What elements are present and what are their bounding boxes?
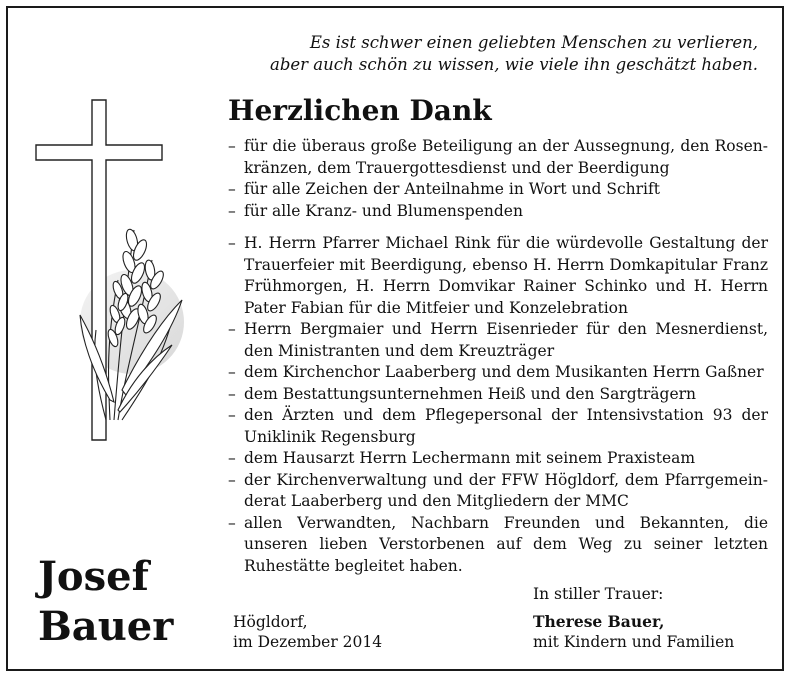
thanks-list [228, 136, 768, 577]
deceased-name [38, 552, 173, 652]
list-item: – der Kirchenverwaltung und der FFW Högldorf, dem Pfarrgemeinderat Laaberberg und den Mitgliedern der MMC [228, 470, 768, 513]
deceased-last-name: Bauer [38, 603, 174, 650]
list-item: – H. Herrn Pfarrer Michael Rink für die würdevolle Gestaltung der Trauerfeier mit Beerdigung, ebenso H. Herrn Domkapitular Franz Frühmorgen, H. Herrn Domvikar Rainer Schinko und H. Herrn Pater Fabian für die Mitfeier und Konzelebration [228, 233, 768, 319]
list-item: – allen Verwandten, Nachbarn Freunden und Bekannten, die unseren lieben Verstorbenen auf dem Weg zu seiner letzten Ruhestätte begleitet haben. [228, 513, 768, 578]
list-item: – dem Bestattungsunternehmen Heiß und den Sargträgern [228, 384, 768, 406]
list-item: – für die überaus große Beteiligung an der Aussegnung, den Rosenkränzen, dem Trauergottesdienst und der Beerdigung [228, 136, 768, 179]
mourners-block [533, 584, 734, 652]
motto-quote [270, 32, 758, 76]
list-spacer [228, 222, 768, 233]
place-date [233, 612, 382, 652]
motto-line-2: aber auch schön zu wissen, wie viele ihn geschätzt haben. [270, 55, 758, 74]
motto-line-1: Es ist schwer einen geliebten Menschen zu verlieren, [309, 33, 758, 52]
mourner-family: mit Kindern und Familien [533, 633, 735, 651]
date-line: im Dezember 2014 [233, 633, 383, 651]
deceased-first-name: Josef [38, 553, 149, 600]
mourner-name: Therese Bauer, [533, 612, 665, 631]
list-item: – Herrn Bergmaier und Herrn Eisenrieder für den Mesnerdienst, den Ministranten und dem Kreuzträger [228, 319, 768, 362]
page-title: Herzlichen Dank [228, 94, 492, 127]
mourners-intro: In stiller Trauer: [533, 585, 664, 603]
list-item: – dem Hausarzt Herrn Lechermann mit seinem Praxisteam [228, 448, 768, 470]
list-item: – den Ärzten und dem Pflegepersonal der Intensivstation 93 der Uniklinik Regensburg [228, 405, 768, 448]
list-item: – für alle Kranz- und Blumenspenden [228, 201, 768, 223]
obituary-card [6, 6, 784, 671]
place-line: Högldorf, [233, 613, 308, 631]
list-item: – dem Kirchenchor Laaberberg und dem Musikanten Herrn Gaßner [228, 362, 768, 384]
cross-wheat-illustration [22, 90, 202, 450]
list-item: – für alle Zeichen der Anteilnahme in Wort und Schrift [228, 179, 768, 201]
